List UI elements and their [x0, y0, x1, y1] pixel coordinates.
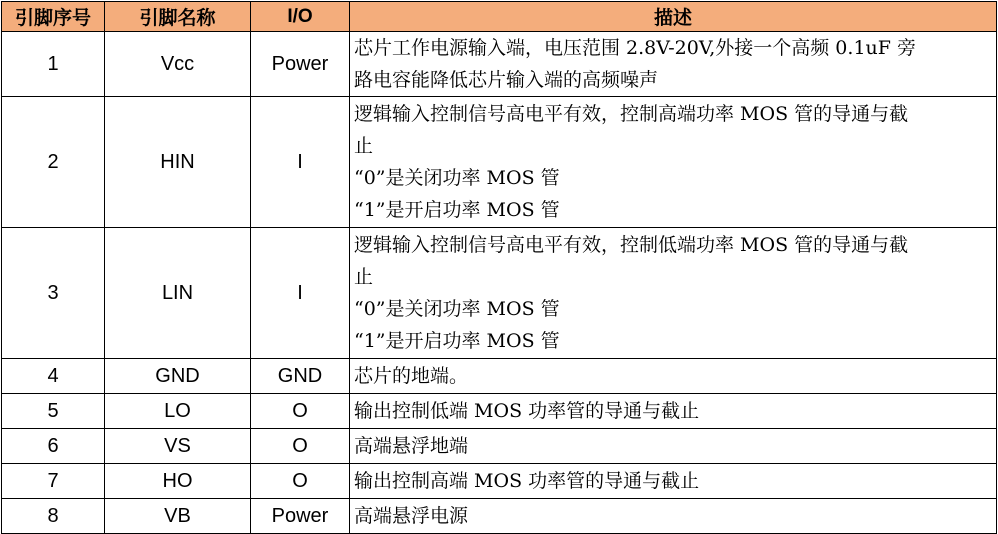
description-line: 输出控制高端 MOS 功率管的导通与截止: [354, 470, 700, 492]
description-line: 逻辑输入控制信号高电平有效，控制低端功率 MOS 管的导通与截: [354, 234, 909, 256]
pin-description: [350, 499, 997, 534]
description-line: “1”是开启功率 MOS 管: [354, 199, 560, 221]
table-row: [2, 499, 997, 534]
pin-description-table: [1, 1, 997, 534]
pin-name: VS: [105, 429, 251, 464]
description-line: 芯片工作电源输入端，电压范围 2.8V-20V,外接一个高频 0.1uF 旁: [354, 37, 916, 59]
pin-description: [350, 97, 997, 228]
pin-name: HO: [105, 464, 251, 499]
pin-number: 6: [2, 429, 105, 464]
description-line: “1”是开启功率 MOS 管: [354, 330, 560, 352]
table-row: [2, 429, 997, 464]
pin-number: 1: [2, 32, 105, 97]
pin-number: 4: [2, 359, 105, 394]
pin-name: HIN: [105, 97, 251, 228]
pin-number: 5: [2, 394, 105, 429]
table-row: [2, 97, 997, 228]
pin-name: LIN: [105, 228, 251, 359]
pin-io: Power: [251, 499, 350, 534]
description-line: 止: [354, 266, 374, 288]
table-header-row: [2, 2, 997, 32]
table-row: [2, 464, 997, 499]
pin-name: Vcc: [105, 32, 251, 97]
pin-description: [350, 429, 997, 464]
pin-io: O: [251, 394, 350, 429]
pin-io: Power: [251, 32, 350, 97]
pin-io: I: [251, 228, 350, 359]
pin-description: [350, 464, 997, 499]
pin-name: GND: [105, 359, 251, 394]
table-row: [2, 32, 997, 97]
pin-description: [350, 228, 997, 359]
pin-number: 2: [2, 97, 105, 228]
pin-number: 3: [2, 228, 105, 359]
description-line: 高端悬浮地端: [354, 435, 469, 457]
pin-name: VB: [105, 499, 251, 534]
description-line: 芯片的地端。: [354, 365, 469, 387]
description-line: 输出控制低端 MOS 功率管的导通与截止: [354, 400, 700, 422]
table-row: [2, 359, 997, 394]
table-row: [2, 228, 997, 359]
pin-description: [350, 394, 997, 429]
pin-number: 8: [2, 499, 105, 534]
description-line: 高端悬浮电源: [354, 505, 469, 527]
header-pin-number: 引脚序号: [2, 2, 105, 32]
table-row: [2, 394, 997, 429]
pin-number: 7: [2, 464, 105, 499]
description-line: 止: [354, 135, 374, 157]
pin-io: O: [251, 429, 350, 464]
description-line: 路电容能降低芯片输入端的高频噪声: [354, 69, 659, 91]
pin-io: GND: [251, 359, 350, 394]
pin-io: O: [251, 464, 350, 499]
pin-description: [350, 359, 997, 394]
description-line: 逻辑输入控制信号高电平有效，控制高端功率 MOS 管的导通与截: [354, 103, 909, 125]
description-line: “0”是关闭功率 MOS 管: [354, 167, 560, 189]
header-pin-name: 引脚名称: [105, 2, 251, 32]
header-description: 描述: [350, 2, 997, 32]
pin-name: LO: [105, 394, 251, 429]
pin-io: I: [251, 97, 350, 228]
header-io: I/O: [251, 2, 350, 32]
pin-description: [350, 32, 997, 97]
description-line: “0”是关闭功率 MOS 管: [354, 298, 560, 320]
